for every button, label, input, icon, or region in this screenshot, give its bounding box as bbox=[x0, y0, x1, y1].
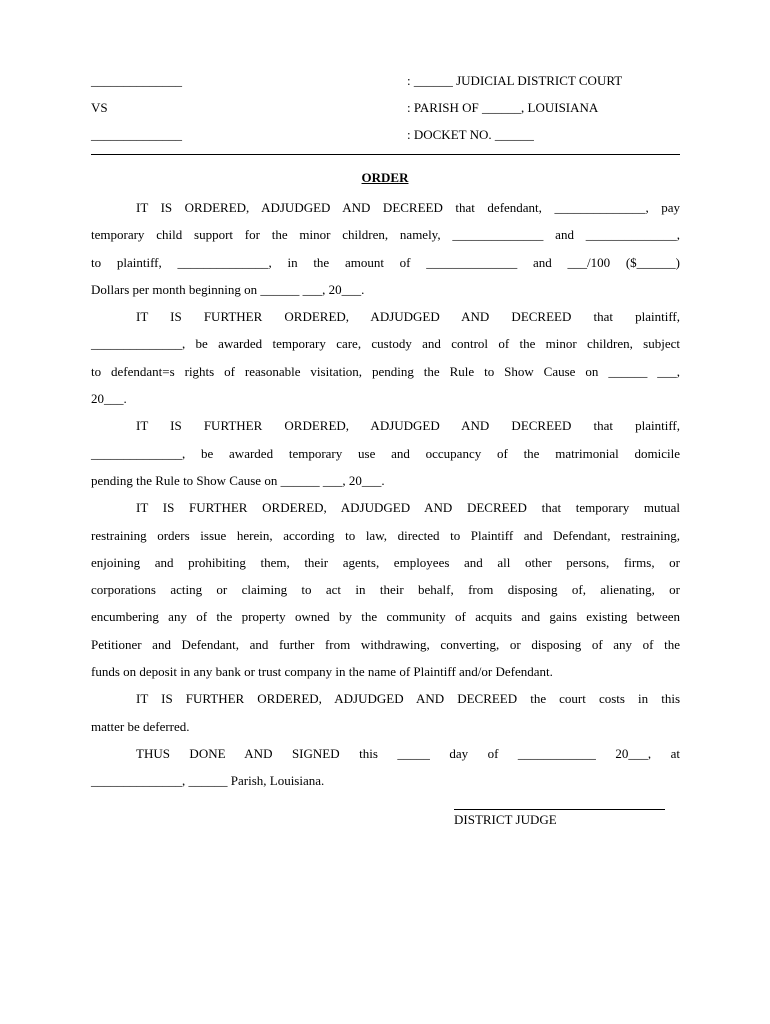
docket-number: : DOCKET NO. ______ bbox=[407, 127, 534, 142]
document-title: ORDER bbox=[361, 170, 409, 185]
paragraph-line: matter be deferred. bbox=[91, 718, 190, 734]
paragraph-line: temporary child support for the minor children, namely, ______________ and ______________, bbox=[91, 227, 680, 243]
paragraph-line: IT IS FURTHER ORDERED, ADJUDGED AND DECREED that temporary mutual bbox=[136, 500, 680, 516]
order-paragraph bbox=[91, 412, 680, 494]
paragraph-line: funds on deposit in any bank or trust company in the name of Plaintiff and/or Defendant. bbox=[91, 664, 553, 680]
order-paragraph bbox=[91, 303, 680, 412]
paragraph-line: restraining orders issue herein, according to law, directed to Plaintiff and Defendant, restraining, bbox=[91, 527, 680, 543]
court-name: : ______ JUDICIAL DISTRICT COURT bbox=[407, 73, 623, 88]
caption-divider bbox=[91, 154, 680, 155]
parish-name: : PARISH OF ______, LOUISIANA bbox=[407, 100, 599, 115]
defendant-name-blank: ______________ bbox=[91, 127, 182, 142]
paragraph-line: enjoining and prohibiting them, their agents, employees and all other persons, firms, or bbox=[91, 554, 680, 570]
paragraph-line: ______________, be awarded temporary care, custody and control of the minor children, subject bbox=[91, 336, 680, 352]
paragraph-line: IT IS FURTHER ORDERED, ADJUDGED AND DECREED the court costs in this bbox=[136, 691, 680, 707]
paragraph-line: IT IS FURTHER ORDERED, ADJUDGED AND DECREED that plaintiff, bbox=[136, 309, 680, 325]
paragraph-line: IT IS ORDERED, ADJUDGED AND DECREED that defendant, ______________, pay bbox=[136, 200, 680, 215]
paragraph-line: Petitioner and Defendant, and further from withdrawing, converting, or disposing of any of the bbox=[91, 636, 680, 652]
paragraph-line: THUS DONE AND SIGNED this _____ day of ____________ 20___, at bbox=[136, 745, 680, 761]
paragraph-line: to defendant=s rights of reasonable visitation, pending the Rule to Show Cause on ______ ___, bbox=[91, 363, 680, 379]
paragraph-line: to plaintiff, ______________, in the amount of ______________ and ___/100 ($______) bbox=[91, 254, 680, 270]
versus-label: VS bbox=[91, 100, 108, 115]
paragraph-line: Dollars per month beginning on ______ ___, 20___. bbox=[91, 281, 365, 297]
signature-line bbox=[454, 809, 665, 810]
plaintiff-name-blank: ______________ bbox=[91, 73, 182, 88]
paragraph-line: ______________, ______ Parish, Louisiana. bbox=[91, 773, 325, 789]
order-paragraph bbox=[91, 740, 680, 795]
paragraph-line: ______________, be awarded temporary use and occupancy of the matrimonial domicile bbox=[91, 445, 680, 461]
paragraph-line: pending the Rule to Show Cause on ______ ___, 20___. bbox=[91, 472, 385, 488]
paragraph-line: 20___. bbox=[91, 391, 127, 407]
order-paragraph bbox=[91, 494, 680, 685]
paragraph-line: IT IS FURTHER ORDERED, ADJUDGED AND DECREED that plaintiff, bbox=[136, 418, 680, 434]
paragraph-line: encumbering any of the property owned by the community of acquits and gains existing between bbox=[91, 609, 680, 625]
signature-label: DISTRICT JUDGE bbox=[454, 812, 557, 827]
order-body bbox=[91, 194, 680, 795]
paragraph-line: corporations acting or claiming to act in their behalf, from disposing of, alienating, or bbox=[91, 582, 680, 598]
order-paragraph bbox=[91, 194, 680, 303]
order-paragraph bbox=[91, 685, 680, 740]
